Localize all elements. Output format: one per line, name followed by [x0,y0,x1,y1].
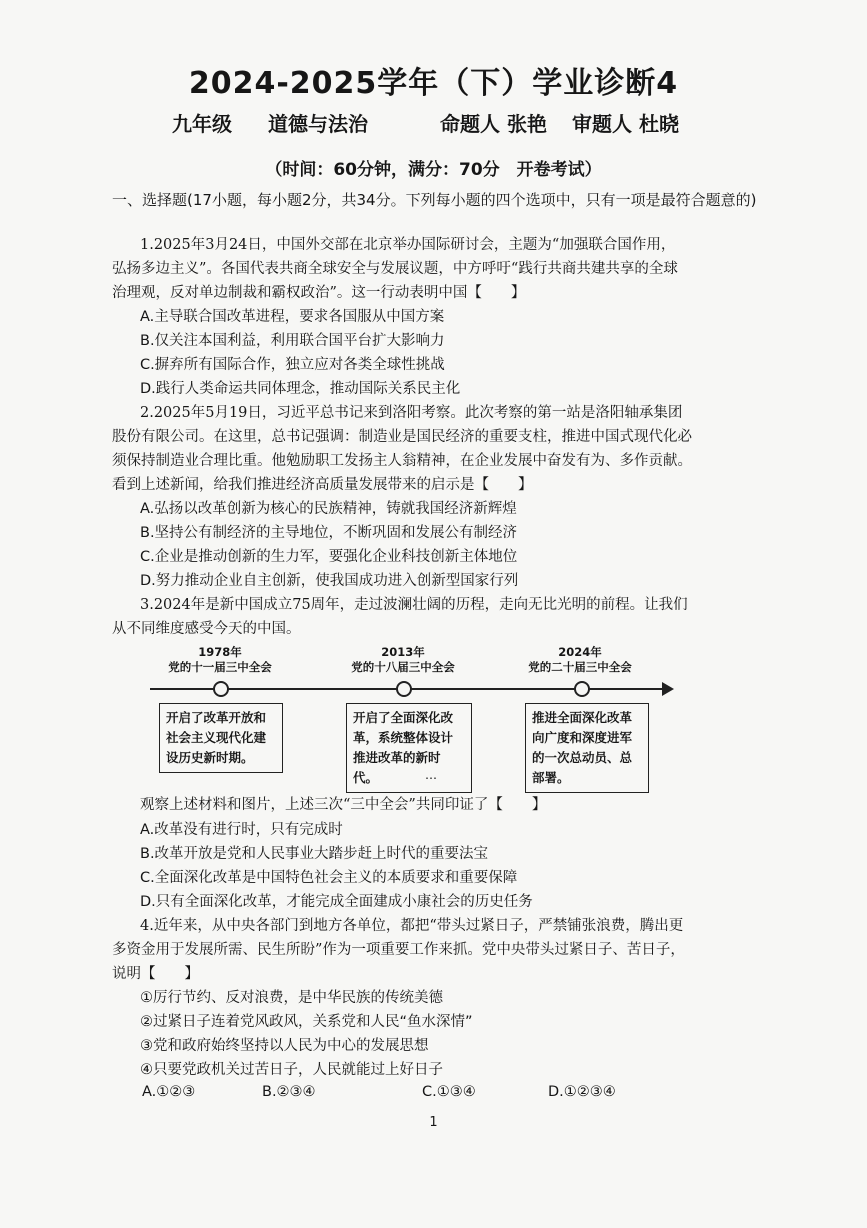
q4-line-1: 4.近年来，从中央各部门到地方各单位，都把“带头过紧日子，严禁铺张浪费，腾出更 [140,918,684,934]
q4-choice-a: A.①②③ [142,1084,196,1100]
author-label: 命题人 张艳 [440,112,547,136]
q1-option-c: C.摒弃所有国际合作，独立应对各类全球性挑战 [140,357,445,373]
timeline-year-2024: 2024年 [558,645,602,659]
timeline-event-2024: 党的二十届三中全会 [528,660,632,674]
subject-label: 道德与法治 [268,112,368,136]
q1-line-3: 治理观，反对单边制裁和霸权政治”。这一行动表明中国【 】 [112,285,526,301]
q1-option-a: A.主导联合国改革进程，要求各国服从中国方案 [140,309,445,325]
q1-line-1: 1.2025年3月24日，中国外交部在北京举办国际研讨会，主题为“加强联合国作用， [140,237,676,253]
section-heading: 一、选择题(17小题，每小题2分，共34分。下列每小题的四个选项中，只有一项是最符合题意的) [112,191,757,209]
q4-statement-4: ④只要党政机关过苦日子，人民就能过上好日子 [140,1062,443,1078]
timeline-desc-2013: 开启了全面深化改革，系统整体设计推进改革的新时代。 [346,703,472,793]
q4-line-2: 多资金用于发展所需、民生所盼”作为一项重要工作来抓。党中央带头过紧日子、苦日子， [112,942,685,958]
timeline-desc-1978: 开启了改革开放和社会主义现代化建设历史新时期。 [159,703,283,773]
timeline-node-2024 [574,681,590,697]
timeline-node-2013 [396,681,412,697]
timeline-node-1978 [213,681,229,697]
timeline-event-1978: 党的十一届三中全会 [168,660,272,674]
q2-line-3: 须保持制造业合理比重。他勉励职工发扬主人翁精神，在企业发展中奋发有为、多作贡献。 [112,453,692,469]
q4-choice-d: D.①②③④ [548,1084,616,1100]
q2-line-2: 股份有限公司。在这里，总书记强调：制造业是国民经济的重要支柱，推进中国式现代化必 [112,429,692,445]
q1-option-b: B.仅关注本国利益，利用联合国平台扩大影响力 [140,333,445,349]
q3-option-b: B.改革开放是党和人民事业大踏步赶上时代的重要法宝 [140,846,489,862]
page-title: 2024-2025学年（下）学业诊断4 [188,66,679,101]
timeline-arrow-icon [662,682,674,696]
reviewer-label: 审题人 杜晓 [572,112,679,136]
q3-line-2: 从不同维度感受今天的中国。 [112,621,301,637]
q1-line-2: 弘扬多边主义”。各国代表共商全球安全与发展议题，中方呼吁“践行共商共建共享的全球 [112,261,678,277]
q2-option-a: A.弘扬以改革创新为核心的民族精神，铸就我国经济新辉煌 [140,501,517,517]
q2-line-4: 看到上述新闻，给我们推进经济高质量发展带来的启示是【 】 [112,477,533,493]
q1-option-d: D.践行人类命运共同体理念，推动国际关系民主化 [140,381,461,397]
q4-line-3: 说明【 】 [112,966,199,982]
grade-label: 九年级 [172,112,232,136]
q4-statement-3: ③党和政府始终坚持以人民为中心的发展思想 [140,1038,429,1054]
q2-option-b: B.坚持公有制经济的主导地位，不断巩固和发展公有制经济 [140,525,518,541]
q2-line-1: 2.2025年5月19日，习近平总书记来到洛阳考察。此次考察的第一站是洛阳轴承集团 [140,405,683,421]
q4-statement-1: ①厉行节约、反对浪费，是中华民族的传统美德 [140,990,443,1006]
timeline-event-2013: 党的十八届三中全会 [351,660,455,674]
q3-option-c: C.全面深化改革是中国特色社会主义的本质要求和重要保障 [140,870,518,886]
q3-option-d: D.只有全面深化改革，才能完成全面建成小康社会的历史任务 [140,894,533,910]
q4-choice-c: C.①③④ [422,1084,476,1100]
timeline-desc-2024: 推进全面深化改革向广度和深度进军的一次总动员、总部署。 [525,703,649,793]
q2-option-c: C.企业是推动创新的生力军，要强化企业科技创新主体地位 [140,549,518,565]
exam-time-info: （时间：60分钟，满分：70分 开卷考试） [265,160,602,180]
q3-line-1: 3.2024年是新中国成立75周年，走过波澜壮阔的历程，走向无比光明的前程。让我们 [140,597,688,613]
q3-stem: 观察上述材料和图片，上述三次“三中全会”共同印证了【 】 [140,797,547,813]
q4-choice-b: B.②③④ [262,1084,316,1100]
q4-statement-2: ②过紧日子连着党风政风，关系党和人民“鱼水深情” [140,1014,473,1030]
page-number: 1 [429,1115,438,1130]
timeline-figure [150,643,690,785]
timeline-year-2013: 2013年 [381,645,425,659]
q3-option-a: A.改革没有进行时，只有完成时 [140,822,343,838]
timeline-ellipsis: … [425,768,437,782]
q2-option-d: D.努力推动企业自主创新，使我国成功进入创新型国家行列 [140,573,519,589]
timeline-year-1978: 1978年 [198,645,242,659]
